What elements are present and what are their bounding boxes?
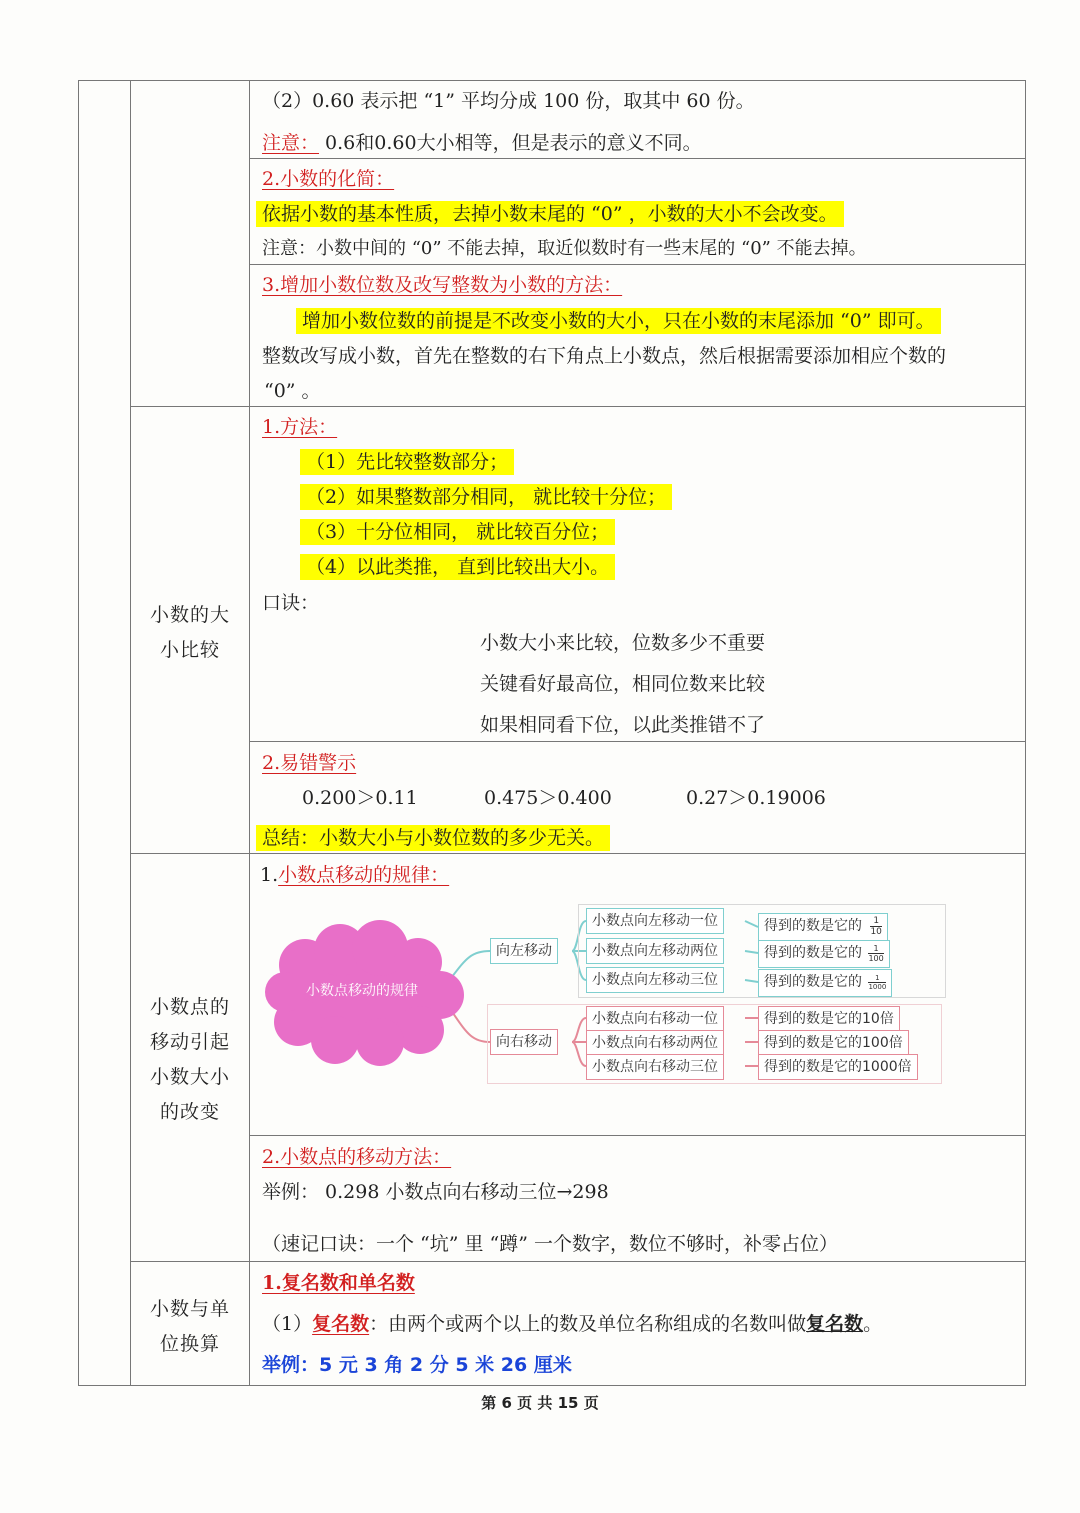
method-step: （3）十分位相同， 就比较百分位； [300,517,615,547]
note-label: 注意： [262,132,320,154]
left-move-result: 得到的数是它的 $\frac{1}{1000}$ [758,969,892,997]
left-move-branch: 向左移动 [490,938,558,964]
mindmap-center-label: 小数点移动的规律 [306,983,418,999]
left-move-result: 得到的数是它的 $\frac{1}{10}$ [758,913,888,941]
move-mnemonic: （速记口诀：一个 “坑” 里 “蹲” 一个数字，数位不够时，补零占位） [262,1233,839,1255]
warning-title: 2.易错警示 [262,752,357,774]
note-text: 0.6和0.60大小相等，但是表示的意义不同。 [319,132,702,154]
right-move-item: 小数点向右移动一位 [586,1006,724,1032]
simplify-rule: 依据小数的基本性质，去掉小数末尾的 “0” ，小数的大小不会改变。 [256,199,844,229]
right-move-branch: 向右移动 [490,1029,558,1055]
right-move-result: 得到的数是它的100倍 [758,1030,909,1056]
method-step: （4）以此类推， 直到比较出大小。 [300,552,615,582]
add-digits-rule: 增加小数位数的前提是不改变小数的大小，只在小数的末尾添加 “0” 即可。 [296,306,941,336]
category-move: 小数点的 移动引起 小数大小 的改变 [149,996,230,1123]
move-method-title: 2.小数点的移动方法： [262,1146,452,1168]
category-unit: 小数与单 位换算 [149,1298,230,1355]
rhyme-label: 口诀： [262,592,320,614]
warning-example: 0.200＞0.11 [302,787,418,809]
method-step: （1）先比较整数部分； [300,447,514,477]
compound-title: 1.复名数和单名数 [262,1272,415,1294]
move-rule-title: 1.小数点移动的规律： [260,864,450,886]
simplify-title: 2.小数的化简： [262,168,395,190]
category-compare: 小数的大 小比较 [149,604,230,661]
compound-definition: （1）复名数：由两个或两个以上的数及单位名称组成的名数叫做复名数。 [262,1313,883,1335]
right-move-item: 小数点向右移动两位 [586,1030,724,1056]
method-title: 1.方法： [262,416,338,438]
right-move-result: 得到的数是它的10倍 [758,1006,900,1032]
method-step: （2）如果整数部分相同， 就比较十分位； [300,482,672,512]
left-move-result: 得到的数是它的 $\frac{1}{100}$ [758,940,890,968]
meaning-line: （2）0.60 表示把 “1” 平均分成 100 份，取其中 60 份。 [262,90,755,112]
right-move-item: 小数点向右移动三位 [586,1054,724,1080]
warning-summary: 总结：小数大小与小数位数的多少无关。 [256,823,610,853]
left-move-item: 小数点向左移动三位 [586,967,724,993]
add-digits-title: 3.增加小数位数及改写整数为小数的方法： [262,274,623,296]
warning-example: 0.27＞0.19006 [686,787,826,809]
warning-example: 0.475＞0.400 [484,787,612,809]
rhyme-line: 关键看好最高位，相同位数来比较 [480,673,766,695]
rhyme-line: 小数大小来比较，位数多少不重要 [480,632,766,654]
right-move-result: 得到的数是它的1000倍 [758,1054,918,1080]
left-move-item: 小数点向左移动两位 [586,938,724,964]
integer-to-decimal-text-end: “0” 。 [264,380,321,402]
rhyme-line: 如果相同看下位，以此类推错不了 [480,714,766,736]
compound-example: 举例：5 元 3 角 2 分 5 米 26 厘米 [262,1354,572,1376]
left-move-item: 小数点向左移动一位 [586,908,724,934]
simplify-note: 注意：小数中间的 “0” 不能去掉，取近似数时有一些末尾的 “0” 不能去掉。 [262,238,867,259]
integer-to-decimal-text: 整数改写成小数，首先在整数的右下角点上小数点，然后根据需要添加相应个数的 [262,345,947,367]
move-example: 举例： 0.298 小数点向右移动三位→298 [262,1181,609,1203]
page-number: 第 6 页 共 15 页 [481,1394,599,1412]
